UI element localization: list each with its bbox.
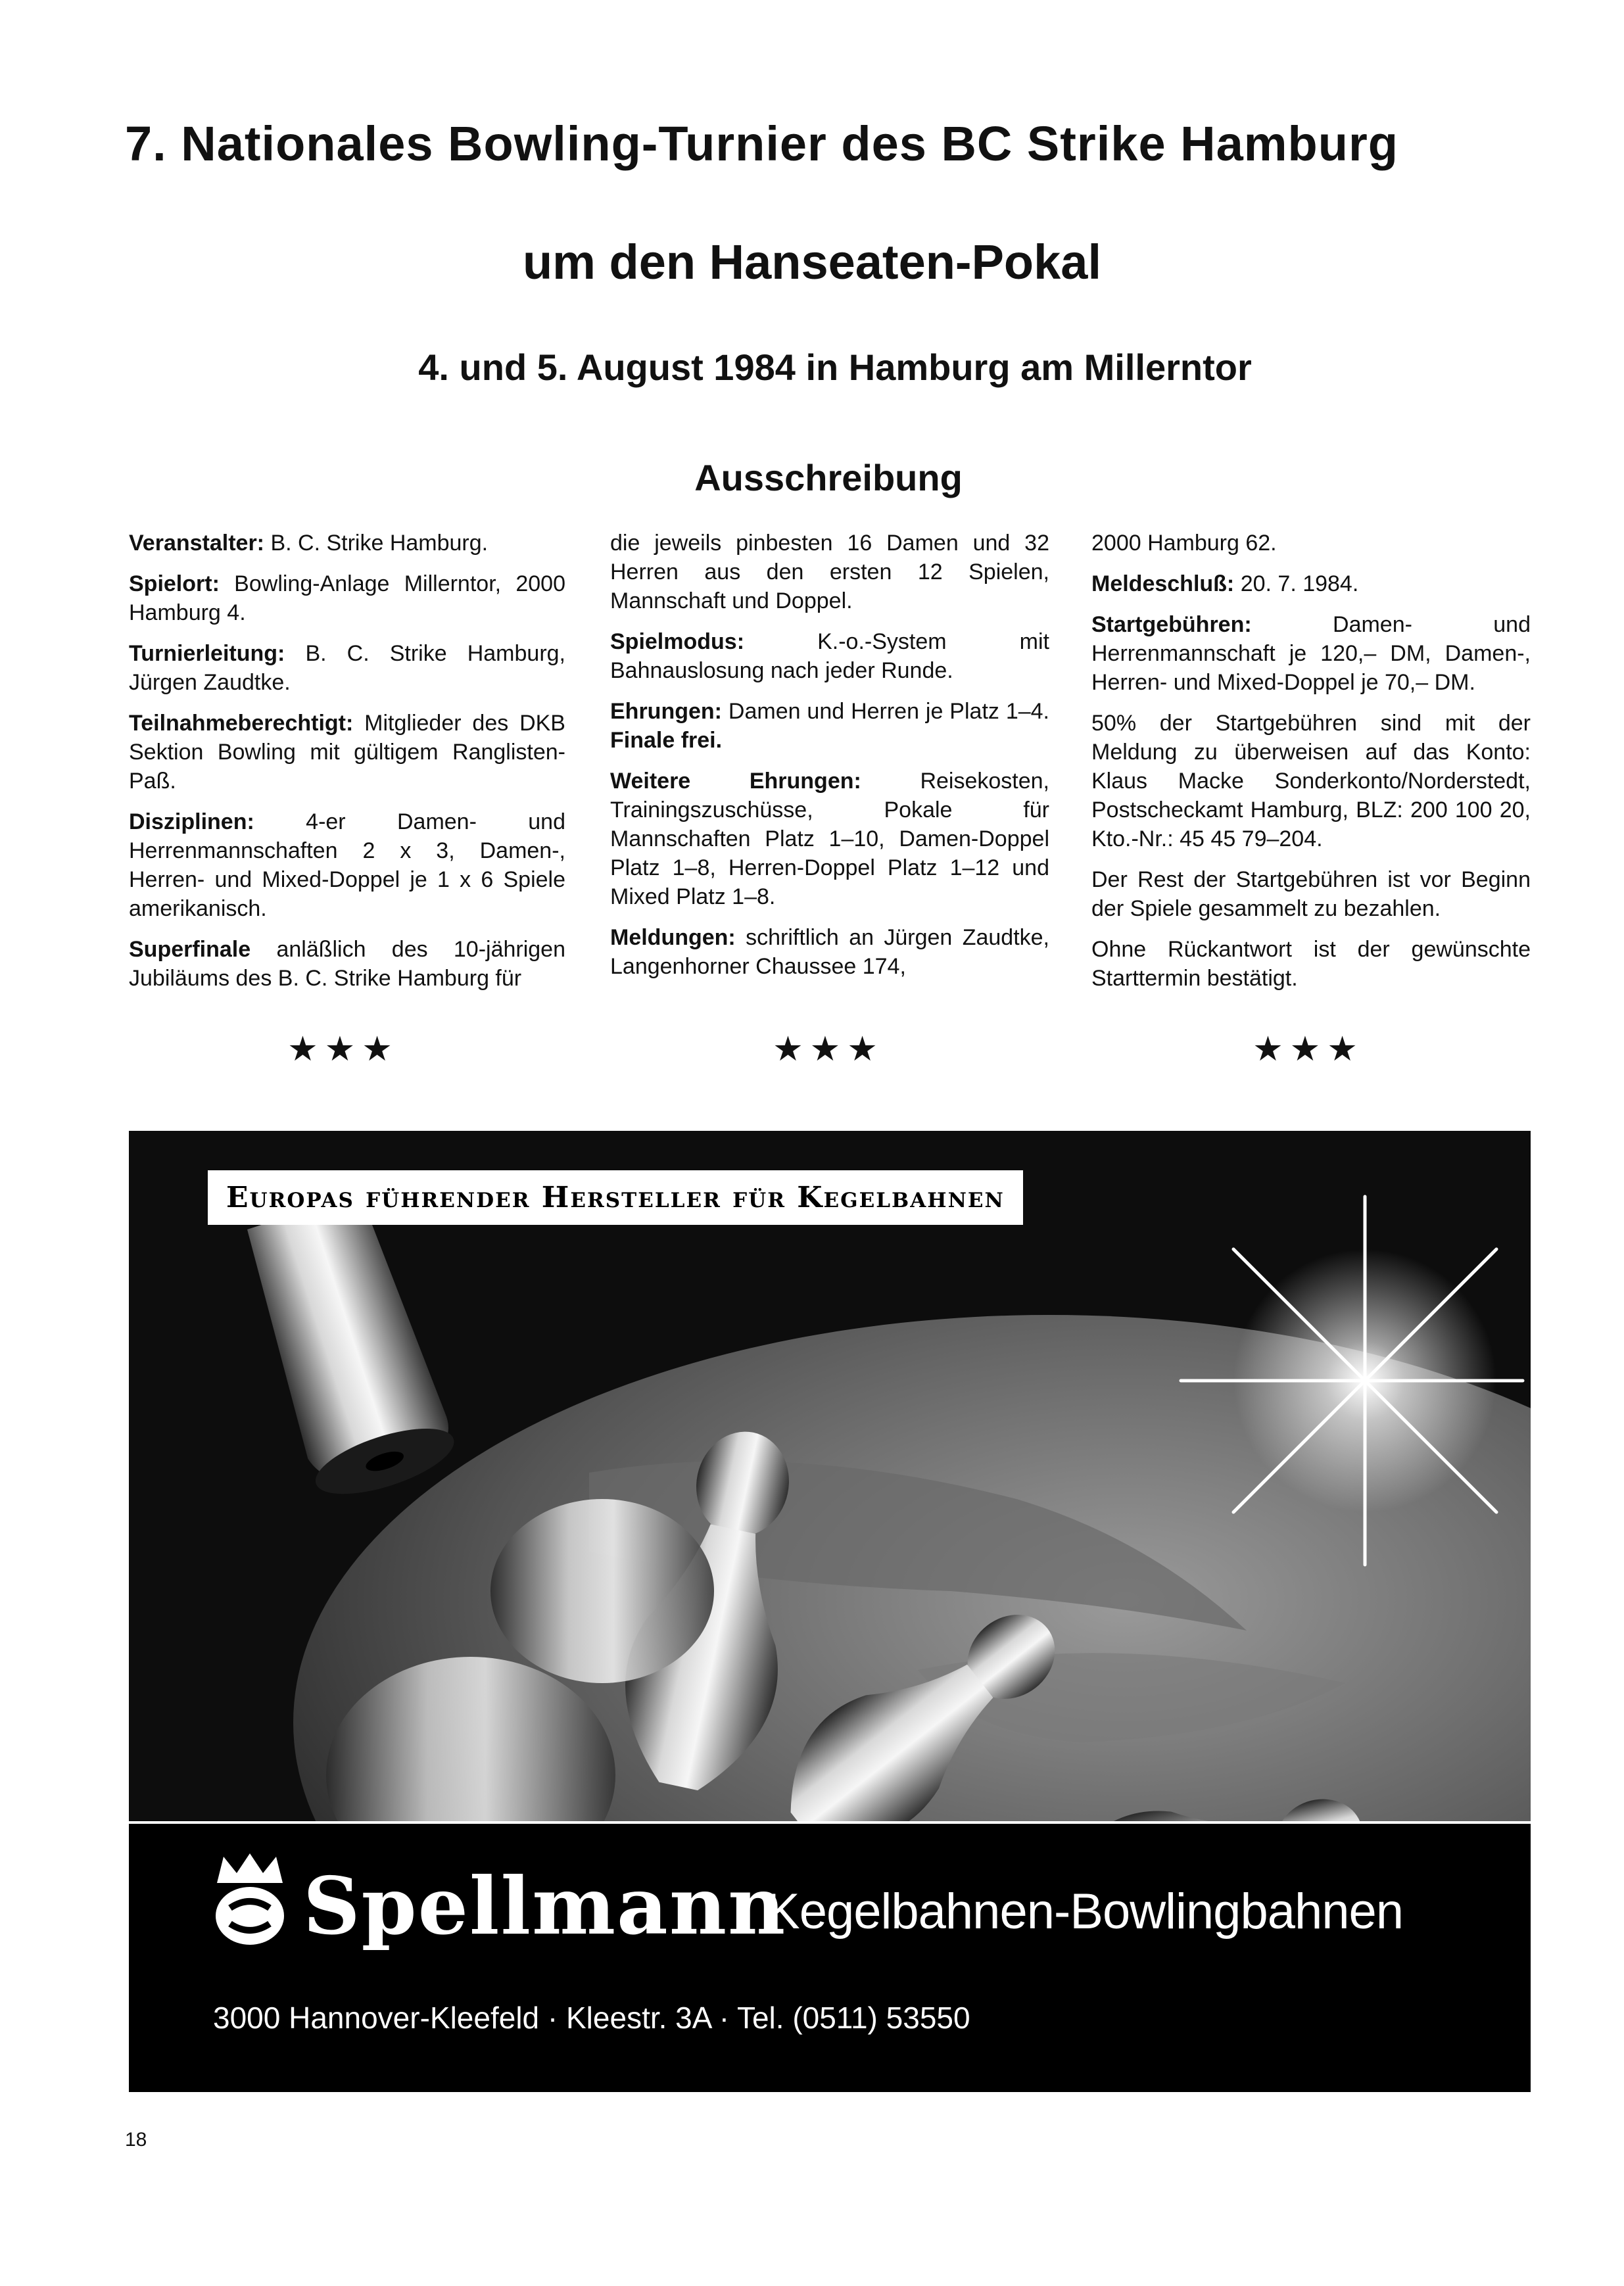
label: Teilnahmeberechtigt: (129, 711, 354, 736)
stars-separator-center: ★★★ (773, 1030, 884, 1068)
event-date: 4. und 5. August 1984 in Hamburg am Millerntor (418, 346, 1252, 388)
paragraph (129, 709, 565, 796)
label: Startgebühren: (1091, 612, 1252, 637)
paragraph (1091, 529, 1531, 558)
text-column-2 (610, 529, 1049, 993)
paragraph (1091, 865, 1531, 923)
paragraph (1091, 569, 1531, 598)
text: Reisekosten, Trainingszuschüsse, Pokale für Mannschaften Platz 1–10, Damen-Doppel Platz 1–8, Herren-Doppel Platz 1–12 und Mixed Platz 1–8. (610, 769, 1049, 909)
text: K.-o.-System mit Bahnauslosung nach jeder Runde. (610, 629, 1049, 683)
paragraph (129, 569, 565, 627)
text: anläßlich des 10-jährigen Jubiläums des B. C. Strike Hamburg für (129, 937, 565, 991)
paragraph (610, 697, 1049, 755)
spellmann-advertisement (129, 1131, 1531, 2092)
paragraph (610, 529, 1049, 615)
label: Ehrungen: (610, 699, 722, 724)
page-number: 18 (125, 2129, 147, 2151)
text: 20. 7. 1984. (1234, 571, 1359, 596)
paragraph (129, 639, 565, 697)
page-subtitle: um den Hanseaten-Pokal (522, 235, 1101, 289)
text: schriftlich an Jürgen Zaudtke, Langenhorner Chaussee 174, (610, 925, 1049, 979)
text: Bowling-Anlage Millerntor, 2000 Hamburg 4. (129, 571, 565, 625)
text-column-3 (1091, 529, 1531, 1005)
bold-text: Finale frei. (610, 728, 723, 753)
paragraph (129, 529, 565, 558)
label: Meldungen: (610, 925, 736, 950)
paragraph (129, 807, 565, 923)
brand-name: Spellmann (303, 1860, 787, 1953)
text: 2000 Hamburg 62. (1091, 531, 1277, 556)
paragraph (610, 627, 1049, 685)
brand-subtitle: Kegelbahnen-Bowlingbahnen (767, 1884, 1404, 1940)
page-title: 7. Nationales Bowling-Turnier des BC Strike Hamburg (125, 116, 1398, 171)
paragraph (129, 935, 565, 993)
text: 50% der Startgebühren sind mit der Meldung zu überweisen auf das Konto: Klaus Macke Sonderkonto/Norderstedt, Postscheckamt Hamburg, BLZ: 200 100 20, Kto.-Nr.: 45 45 79–204. (1091, 711, 1531, 851)
label: Weitere Ehrungen: (610, 769, 861, 794)
label: Spielmodus: (610, 629, 745, 654)
text: B. C. Strike Hamburg. (264, 531, 489, 556)
text: B. C. Strike Hamburg, Jürgen Zaudtke. (129, 641, 565, 695)
pin-shape (235, 1189, 462, 1508)
paragraph (1091, 709, 1531, 853)
label: Meldeschluß: (1091, 571, 1235, 596)
text: Ohne Rückantwort ist der gewünschte Starttermin bestätigt. (1091, 937, 1531, 991)
text: Damen- und Herrenmannschaft je 120,– DM, Damen-, Herren- und Mixed-Doppel je 70,– DM. (1091, 612, 1531, 695)
text-column-1 (129, 529, 565, 1005)
label: Superfinale (129, 937, 251, 962)
paragraph (610, 923, 1049, 981)
text: Damen und Herren je Platz 1–4. (721, 699, 1049, 724)
paragraph (1091, 935, 1531, 993)
stars-separator-left: ★★★ (287, 1030, 399, 1068)
advertisement-slogan: Europas führender Hersteller für Kegelbahnen (208, 1170, 1023, 1225)
stars-separator-right: ★★★ (1253, 1030, 1364, 1068)
label: Veranstalter: (129, 531, 264, 556)
text: die jeweils pinbesten 16 Damen und 32 Herren aus den ersten 12 Spielen, Mannschaft und Doppel. (610, 531, 1049, 613)
paragraph (1091, 610, 1531, 697)
advertisement-footer (129, 1821, 1531, 2092)
label: Turnierleitung: (129, 641, 285, 666)
label: Disziplinen: (129, 809, 254, 834)
section-heading: Ausschreibung (694, 457, 963, 498)
paragraph (610, 767, 1049, 911)
text: Der Rest der Startgebühren ist vor Beginn der Spiele gesammelt zu bezahlen. (1091, 867, 1531, 921)
company-address: 3000 Hannover-Kleefeld · Kleestr. 3A · Tel. (0511) 53550 (213, 2001, 970, 2035)
label: Spielort: (129, 571, 220, 596)
text: Mitglieder des DKB Sektion Bowling mit gültigem Ranglisten-Paß. (129, 711, 565, 794)
text: 4-er Damen- und Herrenmannschaften 2 x 3, Damen-, Herren- und Mixed-Doppel je 1 x 6 Spiele amerikanisch. (129, 809, 565, 921)
spellmann-crown-logo (210, 1850, 289, 1949)
